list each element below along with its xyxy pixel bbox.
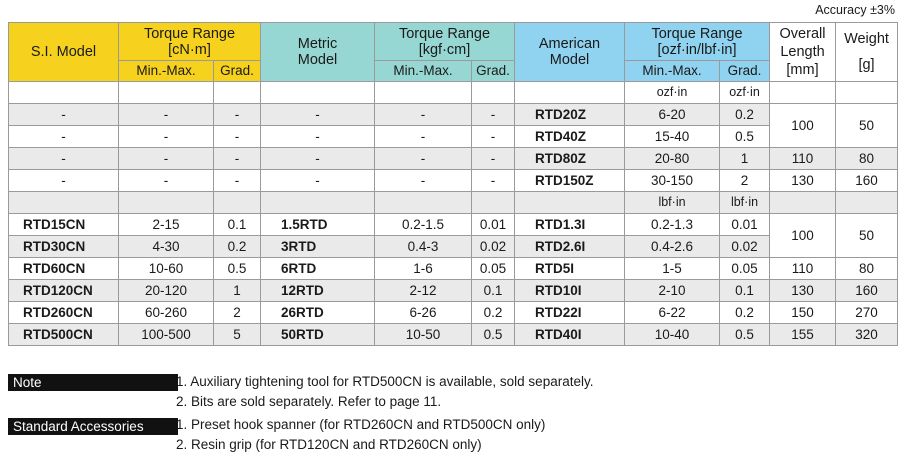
- american-model-cell: RTD22I: [515, 302, 625, 324]
- table-row: [9, 280, 898, 302]
- table-row: [9, 126, 898, 148]
- american-model-cell: RTD2.6I: [515, 236, 625, 258]
- unit-row-ozf: [9, 82, 898, 104]
- metric-range-cell: 6-26: [375, 302, 472, 324]
- metric-range-cell: 0.4-3: [375, 236, 472, 258]
- si-range-cell: 20-120: [119, 280, 214, 302]
- si-grad-cell: 2: [214, 302, 261, 324]
- american-grad-cell: 0.05: [720, 258, 770, 280]
- si-grad-header: Grad.: [214, 61, 261, 82]
- metric-model-cell: -: [261, 148, 375, 170]
- metric-grad-cell: 0.05: [472, 258, 515, 280]
- metric-grad-cell: -: [472, 170, 515, 192]
- overall-length-header: Overall Length [mm]: [770, 23, 836, 82]
- si-range-cell: 4-30: [119, 236, 214, 258]
- metric-model-cell: -: [261, 126, 375, 148]
- metric-model-cell: -: [261, 104, 375, 126]
- si-model-cell: -: [9, 104, 119, 126]
- american-model-cell: RTD5I: [515, 258, 625, 280]
- accessories-line: 1. Preset hook spanner (for RTD260CN and RTD500CN only): [176, 417, 546, 432]
- american-range-cell: 0.2-1.3: [625, 214, 720, 236]
- american-grad-cell: 0.02: [720, 236, 770, 258]
- american-range-cell: 30-150: [625, 170, 720, 192]
- si-grad-cell: -: [214, 148, 261, 170]
- si-model-cell: RTD30CN: [9, 236, 119, 258]
- american-grad-cell: 1: [720, 148, 770, 170]
- si-range-cell: 2-15: [119, 214, 214, 236]
- metric-model-cell: 3RTD: [261, 236, 375, 258]
- si-model-header: S.I. Model: [9, 23, 119, 82]
- si-model-cell: RTD15CN: [9, 214, 119, 236]
- si-grad-cell: 0.1: [214, 214, 261, 236]
- american-model-header: American Model: [515, 23, 625, 82]
- si-model-cell: RTD260CN: [9, 302, 119, 324]
- si-range-cell: 10-60: [119, 258, 214, 280]
- length-cell: 130: [770, 280, 836, 302]
- american-range-cell: 2-10: [625, 280, 720, 302]
- weight-cell: 160: [836, 170, 898, 192]
- weight-cell: 320: [836, 324, 898, 346]
- weight-cell: 270: [836, 302, 898, 324]
- american-grad-cell: 2: [720, 170, 770, 192]
- weight-cell: 80: [836, 258, 898, 280]
- american-range-cell: 6-20: [625, 104, 720, 126]
- metric-grad-cell: 0.02: [472, 236, 515, 258]
- metric-range-cell: 1-6: [375, 258, 472, 280]
- si-model-cell: RTD60CN: [9, 258, 119, 280]
- metric-model-cell: -: [261, 170, 375, 192]
- accessories-label: Standard Accessories: [8, 418, 178, 435]
- american-grad-cell: 0.5: [720, 324, 770, 346]
- table-row: [9, 170, 898, 192]
- metric-model-cell: 12RTD: [261, 280, 375, 302]
- metric-model-cell: 6RTD: [261, 258, 375, 280]
- american-range-cell: 0.4-2.6: [625, 236, 720, 258]
- american-range-cell: 20-80: [625, 148, 720, 170]
- si-grad-cell: 0.2: [214, 236, 261, 258]
- metric-torque-header: Torque Range [kgf·cm]: [375, 23, 515, 61]
- table-row: [9, 324, 898, 346]
- si-grad-cell: 0.5: [214, 258, 261, 280]
- length-cell: 155: [770, 324, 836, 346]
- weight-cell: 50: [836, 214, 898, 258]
- unit-ozf-grad: ozf·in: [720, 82, 770, 104]
- metric-minmax-header: Min.-Max.: [375, 61, 472, 82]
- metric-grad-cell: -: [472, 148, 515, 170]
- si-minmax-header: Min.-Max.: [119, 61, 214, 82]
- unit-ozf-range: ozf·in: [625, 82, 720, 104]
- american-range-cell: 15-40: [625, 126, 720, 148]
- american-range-cell: 1-5: [625, 258, 720, 280]
- metric-grad-cell: 0.2: [472, 302, 515, 324]
- metric-grad-cell: 0.1: [472, 280, 515, 302]
- metric-grad-cell: 0.5: [472, 324, 515, 346]
- american-range-cell: 10-40: [625, 324, 720, 346]
- metric-grad-cell: 0.01: [472, 214, 515, 236]
- unit-lbf-range: lbf·in: [625, 192, 720, 214]
- table-row: [9, 104, 898, 126]
- si-torque-header: Torque Range [cN·m]: [119, 23, 261, 61]
- weight-cell: 80: [836, 148, 898, 170]
- metric-range-cell: 0.2-1.5: [375, 214, 472, 236]
- american-model-cell: RTD40I: [515, 324, 625, 346]
- si-range-cell: -: [119, 148, 214, 170]
- metric-range-cell: 10-50: [375, 324, 472, 346]
- american-model-cell: RTD20Z: [515, 104, 625, 126]
- american-grad-cell: 0.01: [720, 214, 770, 236]
- unit-lbf-grad: lbf·in: [720, 192, 770, 214]
- table-row: [9, 148, 898, 170]
- note-label: Note: [8, 374, 178, 391]
- si-grad-cell: 5: [214, 324, 261, 346]
- length-cell: 100: [770, 214, 836, 258]
- torque-spec-table: [8, 22, 898, 346]
- length-cell: 150: [770, 302, 836, 324]
- table-row: [9, 214, 898, 236]
- table-row: [9, 236, 898, 258]
- metric-model-cell: 50RTD: [261, 324, 375, 346]
- si-range-cell: 100-500: [119, 324, 214, 346]
- weight-header: Weight [g]: [836, 23, 898, 82]
- american-grad-cell: 0.5: [720, 126, 770, 148]
- si-model-cell: RTD120CN: [9, 280, 119, 302]
- length-cell: 130: [770, 170, 836, 192]
- accessories-line: 2. Resin grip (for RTD120CN and RTD260CN only): [176, 437, 482, 452]
- length-cell: 100: [770, 104, 836, 148]
- american-model-cell: RTD10I: [515, 280, 625, 302]
- american-model-cell: RTD80Z: [515, 148, 625, 170]
- metric-model-cell: 26RTD: [261, 302, 375, 324]
- unit-row-lbf: [9, 192, 898, 214]
- si-grad-cell: -: [214, 104, 261, 126]
- si-grad-cell: -: [214, 170, 261, 192]
- american-model-cell: RTD1.3I: [515, 214, 625, 236]
- si-range-cell: -: [119, 170, 214, 192]
- si-grad-cell: 1: [214, 280, 261, 302]
- american-minmax-header: Min.-Max.: [625, 61, 720, 82]
- si-grad-cell: -: [214, 126, 261, 148]
- accuracy-note: Accuracy ±3%: [815, 3, 895, 17]
- note-line: 1. Auxiliary tightening tool for RTD500CN is available, sold separately.: [176, 374, 594, 389]
- table-row: [9, 258, 898, 280]
- american-model-cell: RTD150Z: [515, 170, 625, 192]
- american-grad-cell: 0.2: [720, 302, 770, 324]
- si-range-cell: 60-260: [119, 302, 214, 324]
- si-model-cell: -: [9, 148, 119, 170]
- metric-model-header: Metric Model: [261, 23, 375, 82]
- metric-grad-cell: -: [472, 126, 515, 148]
- metric-range-cell: -: [375, 126, 472, 148]
- american-grad-header: Grad.: [720, 61, 770, 82]
- weight-cell: 50: [836, 104, 898, 148]
- si-model-cell: RTD500CN: [9, 324, 119, 346]
- si-range-cell: -: [119, 104, 214, 126]
- american-model-cell: RTD40Z: [515, 126, 625, 148]
- metric-range-cell: -: [375, 148, 472, 170]
- american-grad-cell: 0.1: [720, 280, 770, 302]
- metric-range-cell: -: [375, 104, 472, 126]
- metric-grad-cell: -: [472, 104, 515, 126]
- metric-grad-header: Grad.: [472, 61, 515, 82]
- si-model-cell: -: [9, 170, 119, 192]
- length-cell: 110: [770, 148, 836, 170]
- american-torque-header: Torque Range [ozf·in/lbf·in]: [625, 23, 770, 61]
- metric-range-cell: 2-12: [375, 280, 472, 302]
- american-grad-cell: 0.2: [720, 104, 770, 126]
- table-row: [9, 302, 898, 324]
- length-cell: 110: [770, 258, 836, 280]
- metric-range-cell: -: [375, 170, 472, 192]
- si-range-cell: -: [119, 126, 214, 148]
- metric-model-cell: 1.5RTD: [261, 214, 375, 236]
- note-line: 2. Bits are sold separately. Refer to page 11.: [176, 394, 442, 409]
- weight-cell: 160: [836, 280, 898, 302]
- american-range-cell: 6-22: [625, 302, 720, 324]
- si-model-cell: -: [9, 126, 119, 148]
